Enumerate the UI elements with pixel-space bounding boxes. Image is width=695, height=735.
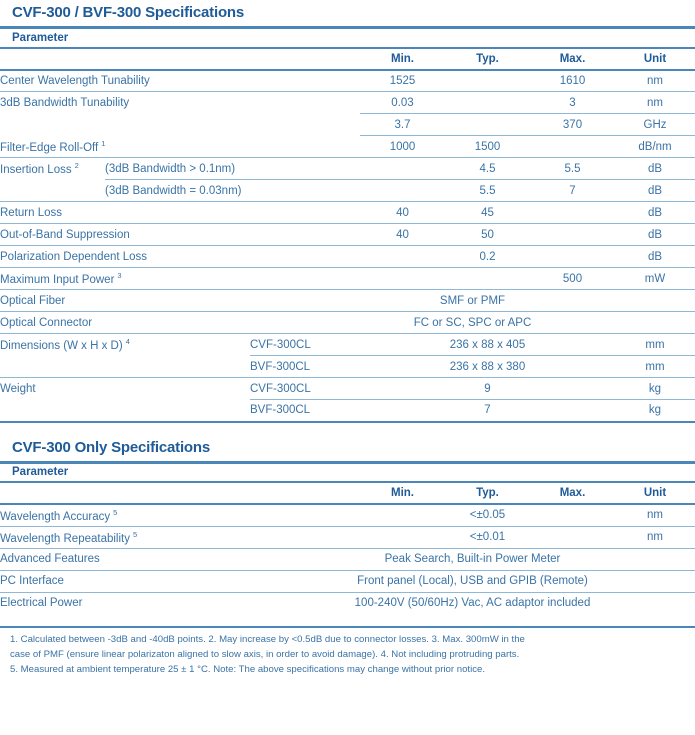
table1-column-header-row <box>0 48 695 70</box>
row-unit-value: mm <box>615 356 695 378</box>
row-center-value: 236 x 88 x 405 <box>360 334 615 356</box>
row-unit-value: dB <box>615 246 695 268</box>
row-typ-value: 0.2 <box>445 246 530 268</box>
row-parameter-text: Electrical Power <box>0 597 83 610</box>
row-min-value: 40 <box>360 224 445 246</box>
row-min-value <box>360 504 445 526</box>
row-typ-value: 4.5 <box>445 158 530 180</box>
table-row <box>0 400 695 422</box>
row-parameter-name <box>0 180 105 202</box>
table-row <box>0 92 695 114</box>
row-typ-value <box>445 70 530 92</box>
specifications-table-1 <box>0 26 695 423</box>
row-max-value <box>530 136 615 158</box>
row-parameter-name <box>0 504 360 526</box>
row-parameter-name <box>0 570 250 592</box>
row-unit-value: kg <box>615 378 695 400</box>
footnote-marker: 4 <box>125 337 130 347</box>
table2-title: CVF-300 Only Specifications <box>12 438 210 456</box>
row-unit-value: dB <box>615 202 695 224</box>
row-max-value <box>530 246 615 268</box>
row-min-value: 0.03 <box>360 92 445 114</box>
row-parameter-name <box>0 334 250 356</box>
row-max-value: 3 <box>530 92 615 114</box>
row-parameter-name <box>0 548 250 570</box>
row-parameter-name <box>0 356 250 378</box>
row-min-value <box>360 180 445 202</box>
row-max-value: 500 <box>530 268 615 290</box>
row-parameter-name <box>0 224 360 246</box>
row-sub-label: CVF-300CL <box>250 378 360 400</box>
table-row <box>0 570 695 592</box>
row-parameter-text: Wavelength Repeatability <box>0 532 130 545</box>
table1-header-max: Max. <box>559 52 586 65</box>
footnote-marker: 1 <box>101 138 106 148</box>
row-center-value: 236 x 88 x 380 <box>360 356 615 378</box>
row-parameter-name <box>0 202 360 224</box>
row-min-value <box>360 246 445 268</box>
table-row <box>0 70 695 92</box>
row-max-value: 1610 <box>530 70 615 92</box>
row-sub-label: (3dB Bandwidth > 0.1nm) <box>105 158 360 180</box>
table-row <box>0 526 695 548</box>
row-unit-value: nm <box>615 504 695 526</box>
row-parameter-text: Weight <box>0 382 36 395</box>
row-max-value: 5.5 <box>530 158 615 180</box>
row-parameter-name <box>0 70 360 92</box>
row-max-value <box>530 224 615 246</box>
row-unit-value: nm <box>615 526 695 548</box>
row-parameter-name <box>0 526 360 548</box>
row-min-value: 1000 <box>360 136 445 158</box>
table-row <box>0 356 695 378</box>
table-row <box>0 334 695 356</box>
row-unit-value: dB <box>615 224 695 246</box>
row-parameter-name <box>0 158 105 180</box>
row-typ-value: 5.5 <box>445 180 530 202</box>
row-typ-value: 1500 <box>445 136 530 158</box>
table2-parameter-label: Parameter <box>12 466 69 479</box>
table-row <box>0 290 695 312</box>
row-parameter-text: Out-of-Band Suppression <box>0 228 130 241</box>
row-min-value: 40 <box>360 202 445 224</box>
row-sub-label: (3dB Bandwidth = 0.03nm) <box>105 180 360 202</box>
row-unit-value: nm <box>615 92 695 114</box>
row-unit-value: mm <box>615 334 695 356</box>
row-unit-value: kg <box>615 400 695 422</box>
row-parameter-name <box>0 268 360 290</box>
row-span-value: Front panel (Local), USB and GPIB (Remote) <box>250 570 695 592</box>
row-parameter-name <box>0 400 250 422</box>
row-parameter-name <box>0 246 360 268</box>
table-row <box>0 268 695 290</box>
row-typ-value: <±0.01 <box>445 526 530 548</box>
table-row <box>0 246 695 268</box>
table-row <box>0 202 695 224</box>
row-parameter-text: Optical Fiber <box>0 294 66 307</box>
row-parameter-text: Wavelength Accuracy <box>0 510 111 523</box>
row-max-value: 7 <box>530 180 615 202</box>
row-span-value: 100-240V (50/60Hz) Vac, AC adaptor included <box>354 597 591 610</box>
specifications-table-2 <box>0 461 695 615</box>
footnote-marker: 2 <box>74 161 79 171</box>
table1-title: CVF-300 / BVF-300 Specifications <box>12 4 245 21</box>
table1-header-typ: Typ. <box>476 52 499 65</box>
row-typ-value: <±0.05 <box>445 504 530 526</box>
row-span-value: FC or SC, SPC or APC <box>250 312 695 334</box>
table-row <box>0 312 695 334</box>
footnote-marker: 3 <box>117 271 122 281</box>
table1-header-spacer-3 <box>250 48 360 70</box>
row-sub-label: CVF-300CL <box>250 334 360 356</box>
row-parameter-name <box>0 312 250 334</box>
table1-parameter-band <box>0 28 695 48</box>
footnotes-block <box>0 626 695 678</box>
row-sub-label: BVF-300CL <box>250 356 360 378</box>
row-span-value: SMF or PMF <box>250 290 695 312</box>
table2-header-typ: Typ. <box>476 487 499 499</box>
row-parameter-text: 3dB Bandwidth Tunability <box>0 96 130 109</box>
table2-parameter-band <box>0 462 695 482</box>
table1-parameter-label: Parameter <box>12 31 69 44</box>
table2-header-spacer-2 <box>105 482 250 504</box>
row-unit-value: nm <box>615 70 695 92</box>
table1-header-min: Min. <box>391 52 414 65</box>
row-parameter-text: Filter-Edge Roll-Off <box>0 141 99 154</box>
row-parameter-name <box>0 114 360 136</box>
table2-header-max: Max. <box>559 487 586 499</box>
footnote-line-2: case of PMF (ensure linear polarizaton aligned to slow axis, in order to avoid damage). 4. Not including protruding parts. <box>10 648 520 660</box>
row-min-value <box>360 268 445 290</box>
row-min-value: 3.7 <box>360 114 445 136</box>
row-unit-value: dB/nm <box>615 136 695 158</box>
table-row <box>0 592 695 614</box>
row-min-value <box>360 526 445 548</box>
row-parameter-text: Maximum Input Power <box>0 273 115 286</box>
row-parameter-text: Advanced Features <box>0 553 100 565</box>
row-parameter-name <box>0 290 250 312</box>
row-parameter-text: Insertion Loss <box>0 164 72 177</box>
row-parameter-text: Polarization Dependent Loss <box>0 250 148 263</box>
row-typ-value: 45 <box>445 202 530 224</box>
row-parameter-name <box>0 592 250 614</box>
row-center-value: 9 <box>360 378 615 400</box>
table1-header-spacer-1 <box>0 48 105 70</box>
row-typ-value: 50 <box>445 224 530 246</box>
row-typ-value <box>445 92 530 114</box>
row-unit-value: mW <box>615 268 695 290</box>
table-row <box>0 378 695 400</box>
table-row <box>0 114 695 136</box>
row-typ-value <box>445 268 530 290</box>
row-parameter-text: PC Interface <box>0 575 64 587</box>
row-max-value: 370 <box>530 114 615 136</box>
row-center-value: 7 <box>360 400 615 422</box>
row-parameter-name <box>0 92 360 114</box>
row-min-value <box>360 158 445 180</box>
row-min-value: 1525 <box>360 70 445 92</box>
row-sub-label: BVF-300CL <box>250 400 360 422</box>
table-row <box>0 158 695 180</box>
row-unit-value: dB <box>615 158 695 180</box>
footnote-marker: 5 <box>113 507 118 517</box>
table2-column-header-row <box>0 482 695 504</box>
table-row <box>0 224 695 246</box>
row-unit-value: dB <box>615 180 695 202</box>
row-max-value <box>530 202 615 224</box>
row-max-value <box>530 504 615 526</box>
row-typ-value <box>445 114 530 136</box>
row-span-value: Peak Search, Built-in Power Meter <box>250 548 695 570</box>
row-parameter-text: Center Wavelength Tunability <box>0 74 150 87</box>
footnote-line-3: 5. Measured at ambient temperature 25 ± 1 °C. Note: The above specifications may change without prior notice. <box>10 663 486 675</box>
table2-header-spacer-3 <box>250 482 360 504</box>
row-parameter-text: Dimensions (W x H x D) <box>0 340 123 353</box>
table1-header-unit: Unit <box>643 52 667 65</box>
row-parameter-name <box>0 378 250 400</box>
row-parameter-text: Return Loss <box>0 206 63 219</box>
table-row <box>0 548 695 570</box>
table-row <box>0 136 695 158</box>
table2-header-unit: Unit <box>643 487 667 499</box>
table1-header-spacer-2 <box>105 48 250 70</box>
table-row <box>0 180 695 202</box>
row-parameter-name <box>0 136 360 158</box>
row-unit-value: GHz <box>615 114 695 136</box>
footnote-line-1: 1. Calculated between -3dB and -40dB points. 2. May increase by <0.5dB due to connector losses. 3. Max. 300mW in the <box>10 634 525 645</box>
row-parameter-text: Optical Connector <box>0 316 93 329</box>
footnote-marker: 5 <box>132 529 138 539</box>
table-row <box>0 504 695 526</box>
table2-header-spacer-1 <box>0 482 105 504</box>
row-max-value <box>530 526 615 548</box>
table2-header-min: Min. <box>391 487 414 499</box>
